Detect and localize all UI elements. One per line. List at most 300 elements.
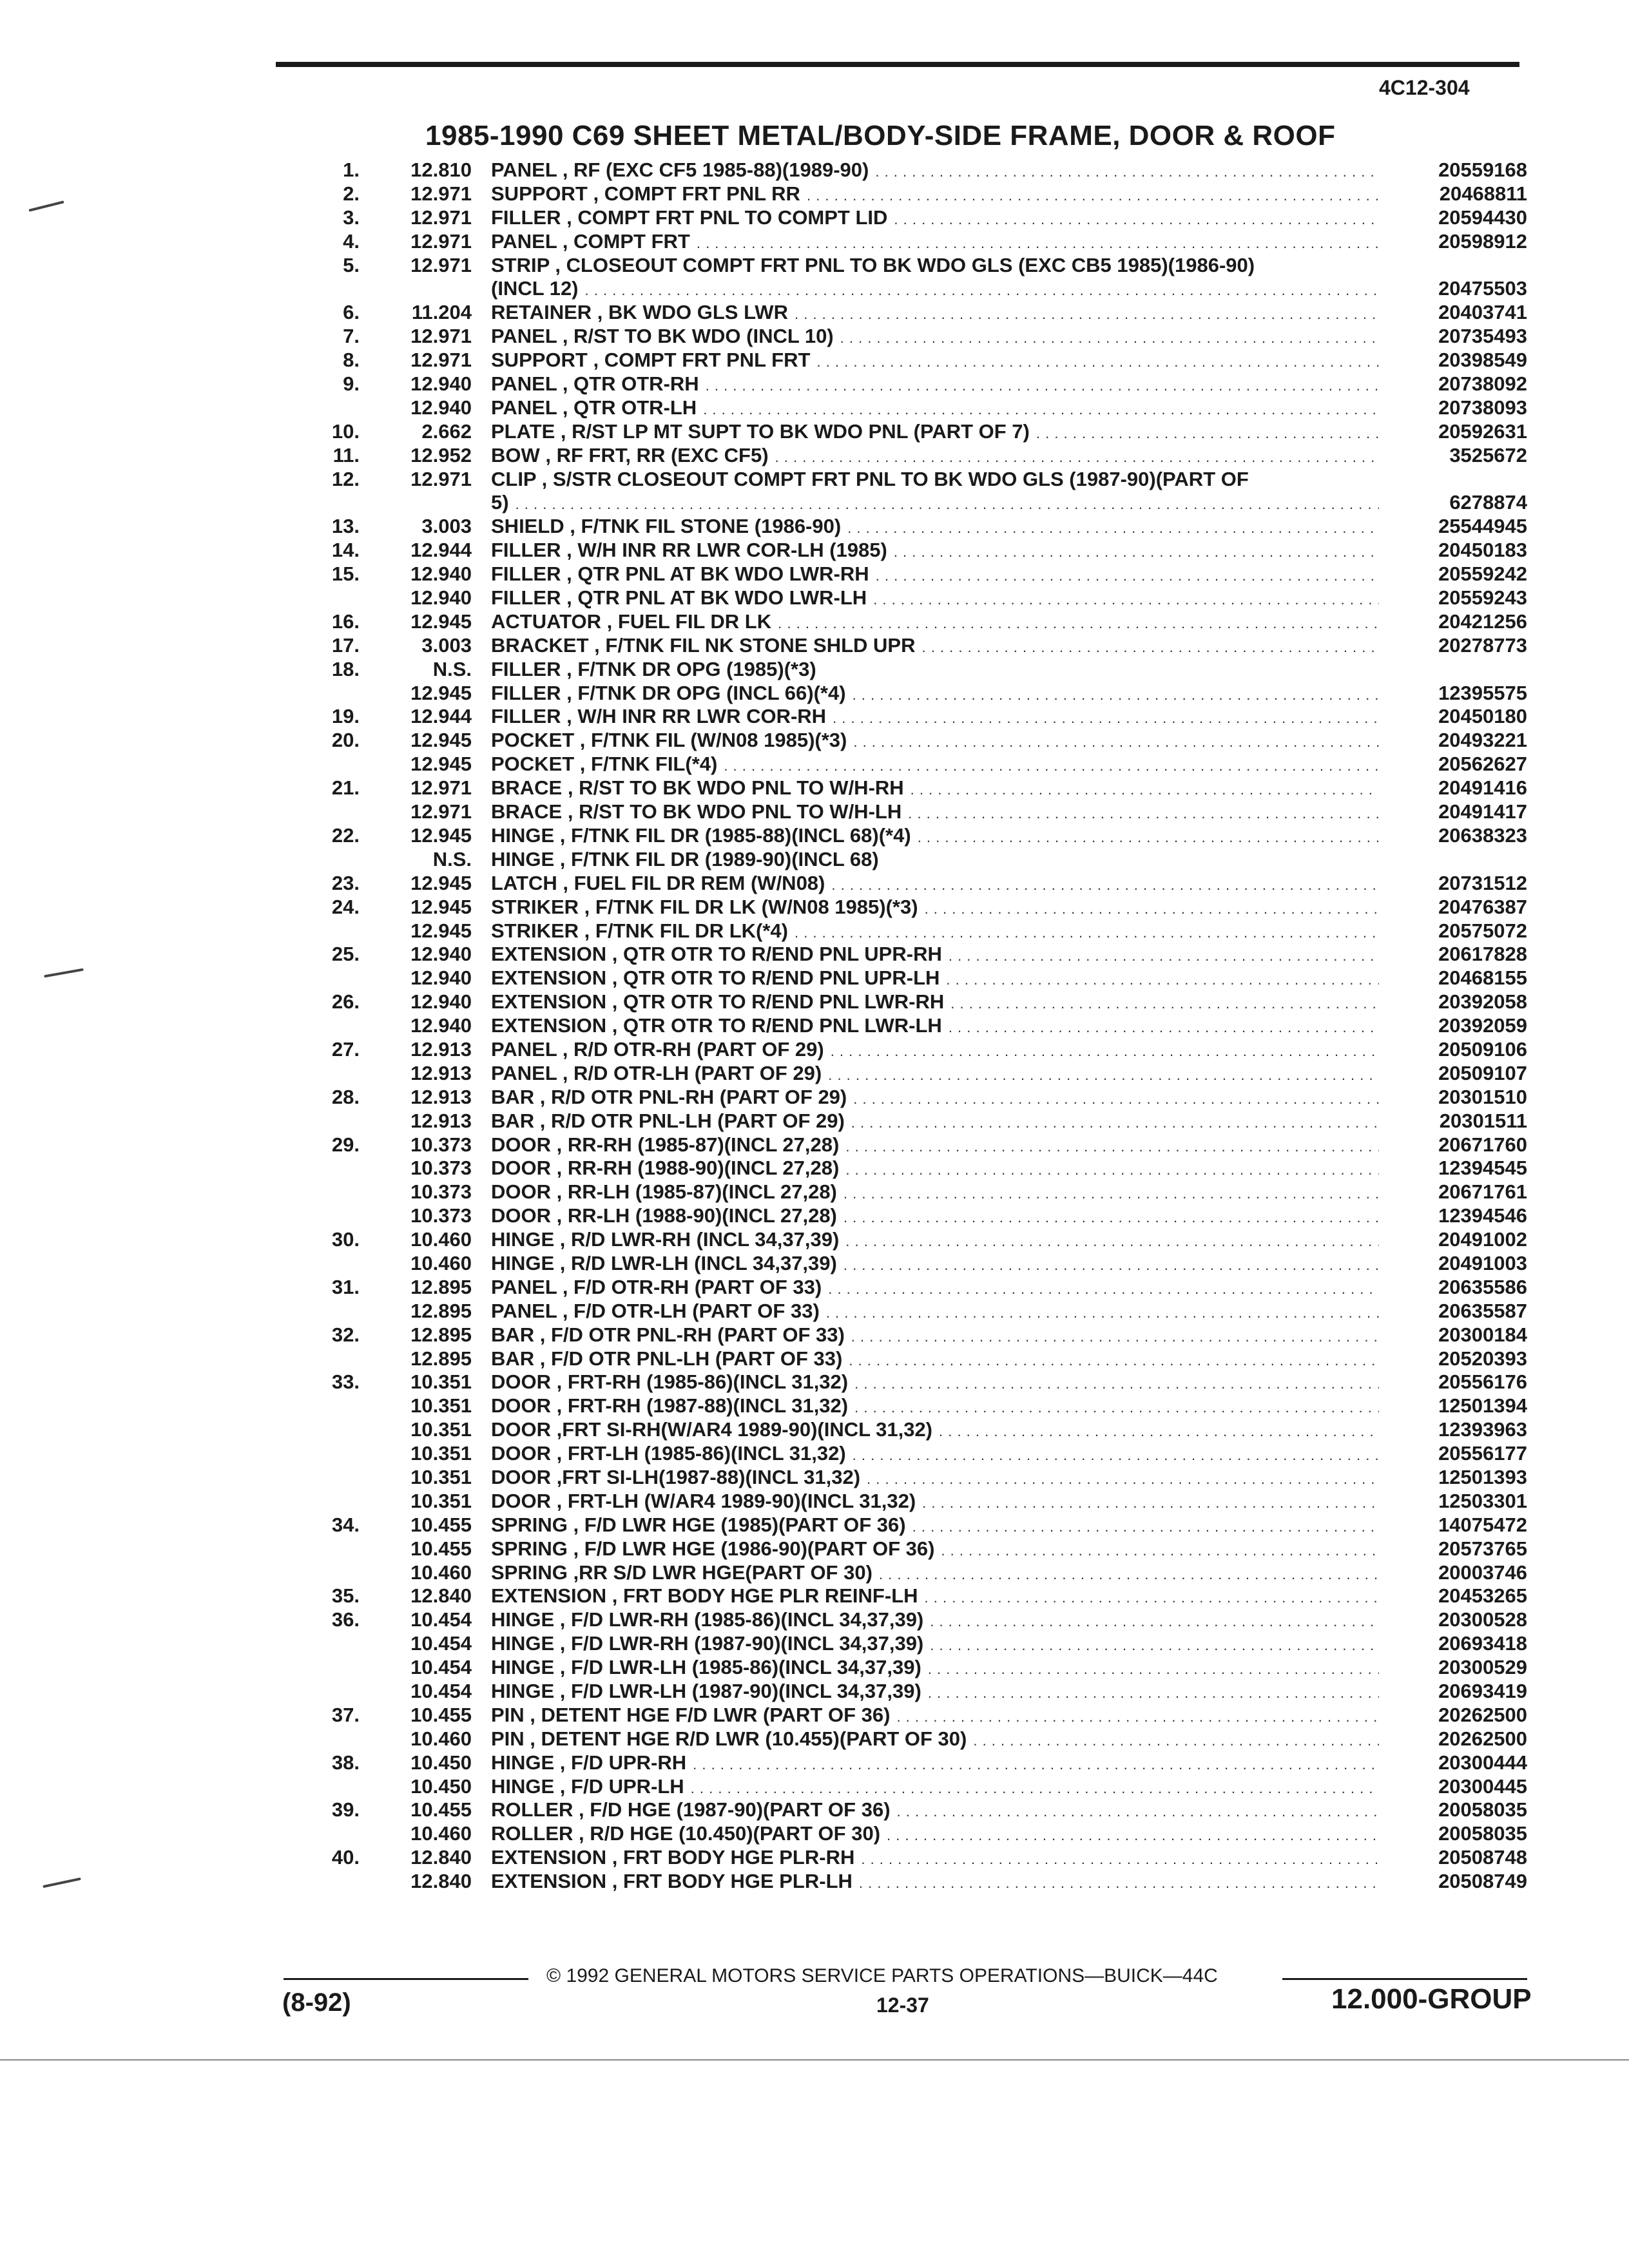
part-description-text: PANEL , F/D OTR-LH (PART OF 33): [491, 1300, 826, 1322]
group-code: 12.945: [410, 871, 472, 894]
group-code: 10.351: [410, 1370, 472, 1394]
part-description-text: POCKET , F/TNK FIL (W/N08 1985)(*3): [491, 729, 853, 751]
group-code: 12.913: [410, 1085, 472, 1108]
part-number: 20731512: [1385, 872, 1527, 896]
part-description-text: DOOR , FRT-RH (1987-88)(INCL 31,32): [491, 1394, 854, 1417]
part-number: 20575072: [1385, 919, 1527, 943]
part-description: [491, 206, 1379, 232]
parts-row: [303, 1252, 1527, 1276]
part-description: [491, 1632, 1379, 1658]
parts-row: [303, 1727, 1527, 1751]
part-number: 20453265: [1385, 1584, 1527, 1608]
part-description-text: (INCL 12): [491, 277, 585, 300]
parts-row: [303, 230, 1527, 254]
part-description: [491, 824, 1379, 850]
part-description-text: EXTENSION , FRT BODY HGE PLR-RH: [491, 1846, 861, 1869]
part-description-text: PANEL , F/D OTR-RH (PART OF 33): [491, 1276, 828, 1298]
item-number: 31.: [331, 1275, 360, 1298]
part-description: [491, 1846, 1379, 1872]
part-description-text: FILLER , QTR PNL AT BK WDO LWR-RH: [491, 562, 876, 585]
group-code: 10.351: [410, 1442, 472, 1465]
parts-row: [303, 872, 1527, 896]
item-number: 6.: [343, 301, 360, 324]
parts-row: [303, 610, 1527, 634]
part-description: [491, 776, 1379, 802]
part-description: [491, 1038, 1379, 1064]
part-description: [491, 1704, 1379, 1729]
part-number: 20398549: [1385, 349, 1527, 372]
parts-row: [303, 468, 1527, 492]
part-number: 12394545: [1385, 1157, 1527, 1180]
part-number: 12393963: [1385, 1418, 1527, 1442]
parts-row: [303, 325, 1527, 349]
parts-row: [303, 1180, 1527, 1204]
parts-row: [303, 1276, 1527, 1300]
group-code: 10.351: [410, 1394, 472, 1418]
group-code: 12.913: [410, 1061, 472, 1084]
part-description: [491, 1751, 1379, 1777]
part-description: [491, 610, 1379, 636]
part-number: 20491417: [1385, 800, 1527, 824]
item-number: 13.: [331, 515, 360, 538]
parts-row: [303, 1038, 1527, 1062]
parts-row: [303, 658, 1527, 682]
part-description-text: DOOR , RR-LH (1988-90)(INCL 27,28): [491, 1204, 843, 1227]
item-number: 17.: [331, 633, 360, 657]
part-number: 20301511: [1385, 1110, 1527, 1133]
parts-row: [303, 1442, 1527, 1466]
parts-row: [303, 515, 1527, 539]
part-description: [491, 1418, 1379, 1444]
part-description-text: HINGE , F/D LWR-RH (1985-86)(INCL 34,37,39): [491, 1608, 930, 1631]
footer-rule-right: [1282, 1978, 1527, 1980]
part-description: [491, 1370, 1379, 1396]
group-code: 12.945: [410, 729, 472, 752]
part-description: [491, 872, 1379, 898]
part-number: 20635586: [1385, 1276, 1527, 1300]
parts-row: [303, 776, 1527, 800]
part-description-text: STRIP , CLOSEOUT COMPT FRT PNL TO BK WDO GLS (EXC CB5 1985)(1986-90): [491, 254, 1261, 276]
part-number: 20392059: [1385, 1014, 1527, 1038]
part-description-text: CLIP , S/STR CLOSEOUT COMPT FRT PNL TO BK WDO GLS (1987-90)(PART OF: [491, 468, 1255, 490]
parts-row: [303, 1323, 1527, 1347]
parts-row: [303, 349, 1527, 372]
group-code: 12.971: [410, 325, 472, 348]
part-description-text: FILLER , COMPT FRT PNL TO COMPT LID: [491, 206, 894, 229]
parts-row: [303, 539, 1527, 562]
item-number: 2.: [343, 182, 360, 205]
item-number: 40.: [331, 1846, 360, 1869]
part-number: 20738092: [1385, 372, 1527, 396]
part-number: 20476387: [1385, 896, 1527, 919]
part-number: 20559242: [1385, 562, 1527, 586]
part-number: 20468811: [1385, 182, 1527, 206]
item-number: 35.: [331, 1584, 360, 1608]
group-code: 10.351: [410, 1489, 472, 1512]
item-number: 27.: [331, 1037, 360, 1061]
part-number: 25544945: [1385, 515, 1527, 539]
part-number: 20491416: [1385, 776, 1527, 800]
group-code: 12.940: [410, 586, 472, 610]
part-number: 20300529: [1385, 1656, 1527, 1680]
parts-row: [303, 1537, 1527, 1561]
part-description-text: EXTENSION , QTR OTR TO R/END PNL LWR-RH: [491, 990, 950, 1013]
item-number: 28.: [331, 1085, 360, 1108]
part-description: [491, 1347, 1379, 1373]
part-description: [491, 420, 1379, 446]
part-description-text: SUPPORT , COMPT FRT PNL RR: [491, 182, 807, 205]
part-description-text: BAR , R/D OTR PNL-LH (PART OF 29): [491, 1110, 851, 1132]
parts-row: [303, 444, 1527, 468]
group-code: 12.940: [410, 990, 472, 1014]
part-description-text: PANEL , R/D OTR-RH (PART OF 29): [491, 1038, 831, 1061]
group-code: 10.460: [410, 1561, 472, 1584]
group-code: 12.940: [410, 1014, 472, 1037]
part-description: [491, 966, 1379, 992]
part-description: [491, 1466, 1379, 1492]
part-number: 20300184: [1385, 1323, 1527, 1347]
part-description: [491, 1584, 1379, 1610]
part-number: 20475503: [1385, 277, 1527, 301]
parts-row: [303, 182, 1527, 206]
group-code: 10.450: [410, 1751, 472, 1774]
part-number: 20520393: [1385, 1347, 1527, 1371]
group-code: 12.940: [410, 943, 472, 966]
parts-row: [303, 1110, 1527, 1133]
part-description-text: STRIKER , F/TNK FIL DR LK (W/N08 1985)(*3): [491, 896, 925, 918]
parts-row: [303, 159, 1527, 182]
part-description-text: SUPPORT , COMPT FRT PNL FRT: [491, 349, 816, 371]
item-number: 19.: [331, 705, 360, 728]
parts-row: [303, 1490, 1527, 1514]
part-description: [491, 1014, 1379, 1040]
part-description: [491, 396, 1379, 422]
part-description-text: HINGE , F/D LWR-LH (1985-86)(INCL 34,37,39): [491, 1656, 928, 1678]
part-description: [491, 159, 1379, 184]
item-number: 16.: [331, 610, 360, 633]
part-description: [491, 586, 1379, 612]
scan-mark: [44, 968, 84, 978]
part-description-text: DOOR , RR-RH (1985-87)(INCL 27,28): [491, 1133, 845, 1156]
item-number: 12.: [331, 467, 360, 490]
part-description: [491, 1110, 1379, 1135]
part-description: [491, 1537, 1379, 1563]
parts-row: [303, 372, 1527, 396]
part-description: [491, 1490, 1379, 1515]
group-code: 12.895: [410, 1299, 472, 1322]
part-description-text: FILLER , QTR PNL AT BK WDO LWR-LH: [491, 586, 873, 609]
group-code: 12.971: [410, 182, 472, 205]
parts-row: [303, 277, 1527, 301]
page-number: 12-37: [876, 1994, 929, 2017]
part-number: 20594430: [1385, 206, 1527, 230]
part-description-text: EXTENSION , QTR OTR TO R/END PNL LWR-LH: [491, 1014, 949, 1037]
group-code: 10.455: [410, 1513, 472, 1536]
item-number: 39.: [331, 1798, 360, 1821]
part-number: 12501393: [1385, 1466, 1527, 1490]
item-number: 25.: [331, 943, 360, 966]
part-description-text: FILLER , W/H INR RR LWR COR-LH (1985): [491, 539, 894, 561]
part-number: 20509107: [1385, 1062, 1527, 1086]
part-number: 20403741: [1385, 301, 1527, 325]
part-description-text: SPRING ,RR S/D LWR HGE(PART OF 30): [491, 1561, 879, 1584]
part-number: 20300444: [1385, 1751, 1527, 1775]
part-description: [491, 182, 1379, 208]
parts-row: [303, 1584, 1527, 1608]
part-number: 20556177: [1385, 1442, 1527, 1466]
part-description-text: BAR , F/D OTR PNL-RH (PART OF 33): [491, 1323, 851, 1346]
part-description-text: BAR , F/D OTR PNL-LH (PART OF 33): [491, 1347, 849, 1370]
group-code: 12.945: [410, 919, 472, 942]
parts-row: [303, 491, 1527, 515]
parts-row: [303, 848, 1527, 872]
parts-row: [303, 943, 1527, 966]
item-number: 20.: [331, 729, 360, 752]
part-description: [491, 634, 1379, 660]
part-description: [491, 705, 1379, 731]
group-code: N.S.: [432, 847, 472, 870]
part-number: 20671761: [1385, 1180, 1527, 1204]
part-description-text: DOOR , RR-LH (1985-87)(INCL 27,28): [491, 1180, 843, 1203]
item-number: 14.: [331, 539, 360, 562]
part-number: 20508748: [1385, 1846, 1527, 1870]
part-description-text: DOOR , FRT-LH (1985-86)(INCL 31,32): [491, 1442, 853, 1465]
parts-row: [303, 1608, 1527, 1632]
part-number: 20262500: [1385, 1727, 1527, 1751]
part-number: 12394546: [1385, 1204, 1527, 1228]
part-description-text: BRACE , R/ST TO BK WDO PNL TO W/H-LH: [491, 800, 908, 823]
part-number: 20559243: [1385, 586, 1527, 610]
scan-mark: [28, 200, 64, 211]
item-number: 9.: [343, 372, 360, 396]
group-code: 10.450: [410, 1774, 472, 1798]
parts-row: [303, 1775, 1527, 1799]
group-code: 12.944: [410, 705, 472, 728]
part-description-text: BAR , R/D OTR PNL-RH (PART OF 29): [491, 1086, 853, 1108]
part-description-text: EXTENSION , QTR OTR TO R/END PNL UPR-LH: [491, 966, 946, 989]
part-description-text: SPRING , F/D LWR HGE (1985)(PART OF 36): [491, 1514, 912, 1536]
group-code: 10.460: [410, 1228, 472, 1251]
footer-rule-left: [284, 1978, 528, 1980]
part-description: [491, 1656, 1379, 1682]
group-code: 12.945: [410, 895, 472, 918]
page-title: 1985-1990 C69 SHEET METAL/BODY-SIDE FRAME, DOOR & ROOF: [425, 120, 1336, 151]
group-code: 12.971: [410, 206, 472, 229]
part-description: [491, 301, 1379, 327]
part-description-text: PANEL , QTR OTR-RH: [491, 372, 706, 395]
part-description: [491, 491, 1379, 517]
part-number: 20491003: [1385, 1252, 1527, 1276]
part-number: 12501394: [1385, 1394, 1527, 1418]
part-description: [491, 1086, 1379, 1111]
part-description: [491, 1276, 1379, 1302]
revision-date: (8-92): [282, 1988, 351, 2017]
group-code: 10.455: [410, 1798, 472, 1821]
parts-row: [303, 990, 1527, 1014]
item-number: 11.: [333, 443, 360, 466]
parts-row: [303, 1014, 1527, 1038]
item-number: 30.: [331, 1228, 360, 1251]
group-code: 12.840: [410, 1870, 472, 1893]
parts-row: [303, 1228, 1527, 1252]
part-description-text: HINGE , R/D LWR-LH (INCL 34,37,39): [491, 1252, 843, 1274]
part-description: [491, 1133, 1379, 1159]
part-description-text: EXTENSION , QTR OTR TO R/END PNL UPR-RH: [491, 943, 949, 965]
part-number: 20592631: [1385, 420, 1527, 444]
part-number: 3525672: [1385, 444, 1527, 468]
part-number: 20468155: [1385, 966, 1527, 990]
part-number: 12395575: [1385, 682, 1527, 706]
part-number: 12503301: [1385, 1490, 1527, 1514]
part-description: [491, 1514, 1379, 1539]
part-number: 20509106: [1385, 1038, 1527, 1062]
part-description-text: BRACKET , F/TNK FIL NK STONE SHLD UPR: [491, 634, 921, 657]
group-code: 10.373: [410, 1204, 472, 1227]
group-code: 10.454: [410, 1608, 472, 1631]
part-description-text: HINGE , R/D LWR-RH (INCL 34,37,39): [491, 1228, 845, 1251]
parts-row: [303, 586, 1527, 610]
part-number: 20003746: [1385, 1561, 1527, 1585]
part-description-text: HINGE , F/TNK FIL DR (1985-88)(INCL 68)(*4): [491, 824, 918, 847]
part-description: [491, 1252, 1379, 1278]
item-number: 34.: [331, 1513, 360, 1536]
group-code: 10.460: [410, 1727, 472, 1750]
part-number: 20450180: [1385, 705, 1527, 729]
part-description-text: ROLLER , F/D HGE (1987-90)(PART OF 36): [491, 1798, 897, 1821]
part-description-text: HINGE , F/D UPR-LH: [491, 1775, 691, 1798]
group-code: 12.971: [410, 229, 472, 253]
group-code: 12.971: [410, 776, 472, 800]
parts-row: [303, 420, 1527, 444]
part-description-text: PANEL , QTR OTR-LH: [491, 396, 703, 419]
group-code: 12.971: [410, 349, 472, 372]
part-description-text: PANEL , R/D OTR-LH (PART OF 29): [491, 1062, 828, 1084]
group-code: 12.913: [410, 1109, 472, 1132]
part-description-text: SPRING , F/D LWR HGE (1986-90)(PART OF 36): [491, 1537, 941, 1560]
group-code: 12.895: [410, 1323, 472, 1346]
part-description-text: SHIELD , F/TNK FIL STONE (1986-90): [491, 515, 847, 537]
item-number: 29.: [331, 1133, 360, 1156]
item-number: 26.: [331, 990, 360, 1014]
part-number: 20392058: [1385, 990, 1527, 1014]
part-number: 20058035: [1385, 1798, 1527, 1822]
group-code: 10.455: [410, 1537, 472, 1560]
scan-line: [0, 2059, 1629, 2061]
group-code: 12.913: [410, 1037, 472, 1061]
part-description-text: PIN , DETENT HGE R/D LWR (10.455)(PART OF 30): [491, 1727, 973, 1750]
group-code: 10.460: [410, 1822, 472, 1845]
part-description-text: POCKET , F/TNK FIL(*4): [491, 753, 724, 775]
part-number: 20573765: [1385, 1537, 1527, 1561]
parts-row: [303, 1394, 1527, 1418]
part-description: [491, 1608, 1379, 1634]
group-code: 12.971: [410, 467, 472, 490]
group-code: 12.945: [410, 753, 472, 776]
group-code: 12.971: [410, 253, 472, 276]
parts-row: [303, 1086, 1527, 1110]
parts-row: [303, 705, 1527, 729]
parts-row: [303, 824, 1527, 848]
part-description-text: ACTUATOR , FUEL FIL DR LK: [491, 610, 778, 633]
part-description-text: STRIKER , F/TNK FIL DR LK(*4): [491, 919, 795, 942]
parts-row: [303, 896, 1527, 919]
group-code: 12.940: [410, 372, 472, 396]
part-description: [491, 919, 1379, 945]
part-number: 20638323: [1385, 824, 1527, 848]
part-number: 20491002: [1385, 1228, 1527, 1252]
part-description: [491, 325, 1379, 351]
part-number: 20058035: [1385, 1822, 1527, 1846]
parts-row: [303, 800, 1527, 824]
item-number: 8.: [343, 349, 360, 372]
part-description: [491, 1870, 1379, 1896]
part-description-text: HINGE , F/TNK FIL DR (1989-90)(INCL 68): [491, 848, 885, 870]
part-description: [491, 562, 1379, 588]
part-number: 14075472: [1385, 1514, 1527, 1537]
part-description-text: FILLER , F/TNK DR OPG (1985)(*3): [491, 658, 823, 680]
part-description-text: DOOR , FRT-RH (1985-86)(INCL 31,32): [491, 1370, 854, 1393]
part-description: [491, 444, 1379, 470]
part-description: [491, 254, 1527, 278]
group-code: 12.840: [410, 1846, 472, 1869]
part-number: 20559168: [1385, 159, 1527, 182]
part-description: [491, 848, 1527, 872]
part-description: [491, 1822, 1379, 1848]
part-number: 20598912: [1385, 230, 1527, 254]
group-code: 3.003: [421, 515, 472, 538]
part-number: 20562627: [1385, 753, 1527, 776]
item-number: 18.: [331, 657, 360, 680]
parts-row: [303, 1561, 1527, 1585]
part-description-text: DOOR , FRT-LH (W/AR4 1989-90)(INCL 31,32): [491, 1490, 922, 1512]
parts-row: [303, 1466, 1527, 1490]
parts-row: [303, 1751, 1527, 1775]
parts-row: [303, 1370, 1527, 1394]
scan-mark: [43, 1878, 81, 1888]
part-number: 20671760: [1385, 1133, 1527, 1157]
part-description-text: 5): [491, 491, 516, 514]
parts-row: [303, 1418, 1527, 1442]
item-number: 1.: [343, 159, 360, 181]
part-description-text: HINGE , F/D LWR-LH (1987-90)(INCL 34,37,39): [491, 1680, 928, 1702]
part-description-text: BRACE , R/ST TO BK WDO PNL TO W/H-RH: [491, 776, 911, 799]
group-code: 3.003: [421, 633, 472, 657]
item-number: 21.: [331, 776, 360, 800]
parts-row: [303, 1300, 1527, 1323]
group-code: 12.945: [410, 823, 472, 847]
parts-row: [303, 254, 1527, 278]
parts-row: [303, 966, 1527, 990]
parts-row: [303, 1846, 1527, 1870]
group-code: 2.662: [421, 419, 472, 443]
group-code: 12.952: [410, 443, 472, 466]
page-code: 4C12-304: [1379, 76, 1470, 99]
group-code: 12.840: [410, 1584, 472, 1608]
parts-row: [303, 301, 1527, 325]
parts-row: [303, 919, 1527, 943]
part-description: [491, 753, 1379, 778]
part-number: 20738093: [1385, 396, 1527, 420]
part-description-text: ROLLER , R/D HGE (10.450)(PART OF 30): [491, 1822, 887, 1845]
part-description-text: BOW , RF FRT, RR (EXC CF5): [491, 444, 775, 466]
parts-row: [303, 1157, 1527, 1180]
part-description-text: PANEL , R/ST TO BK WDO (INCL 10): [491, 325, 840, 347]
item-number: 10.: [331, 419, 360, 443]
part-description: [491, 1394, 1379, 1420]
item-number: 32.: [331, 1323, 360, 1346]
group-code: 10.351: [410, 1465, 472, 1488]
group-code: 11.204: [411, 301, 472, 324]
